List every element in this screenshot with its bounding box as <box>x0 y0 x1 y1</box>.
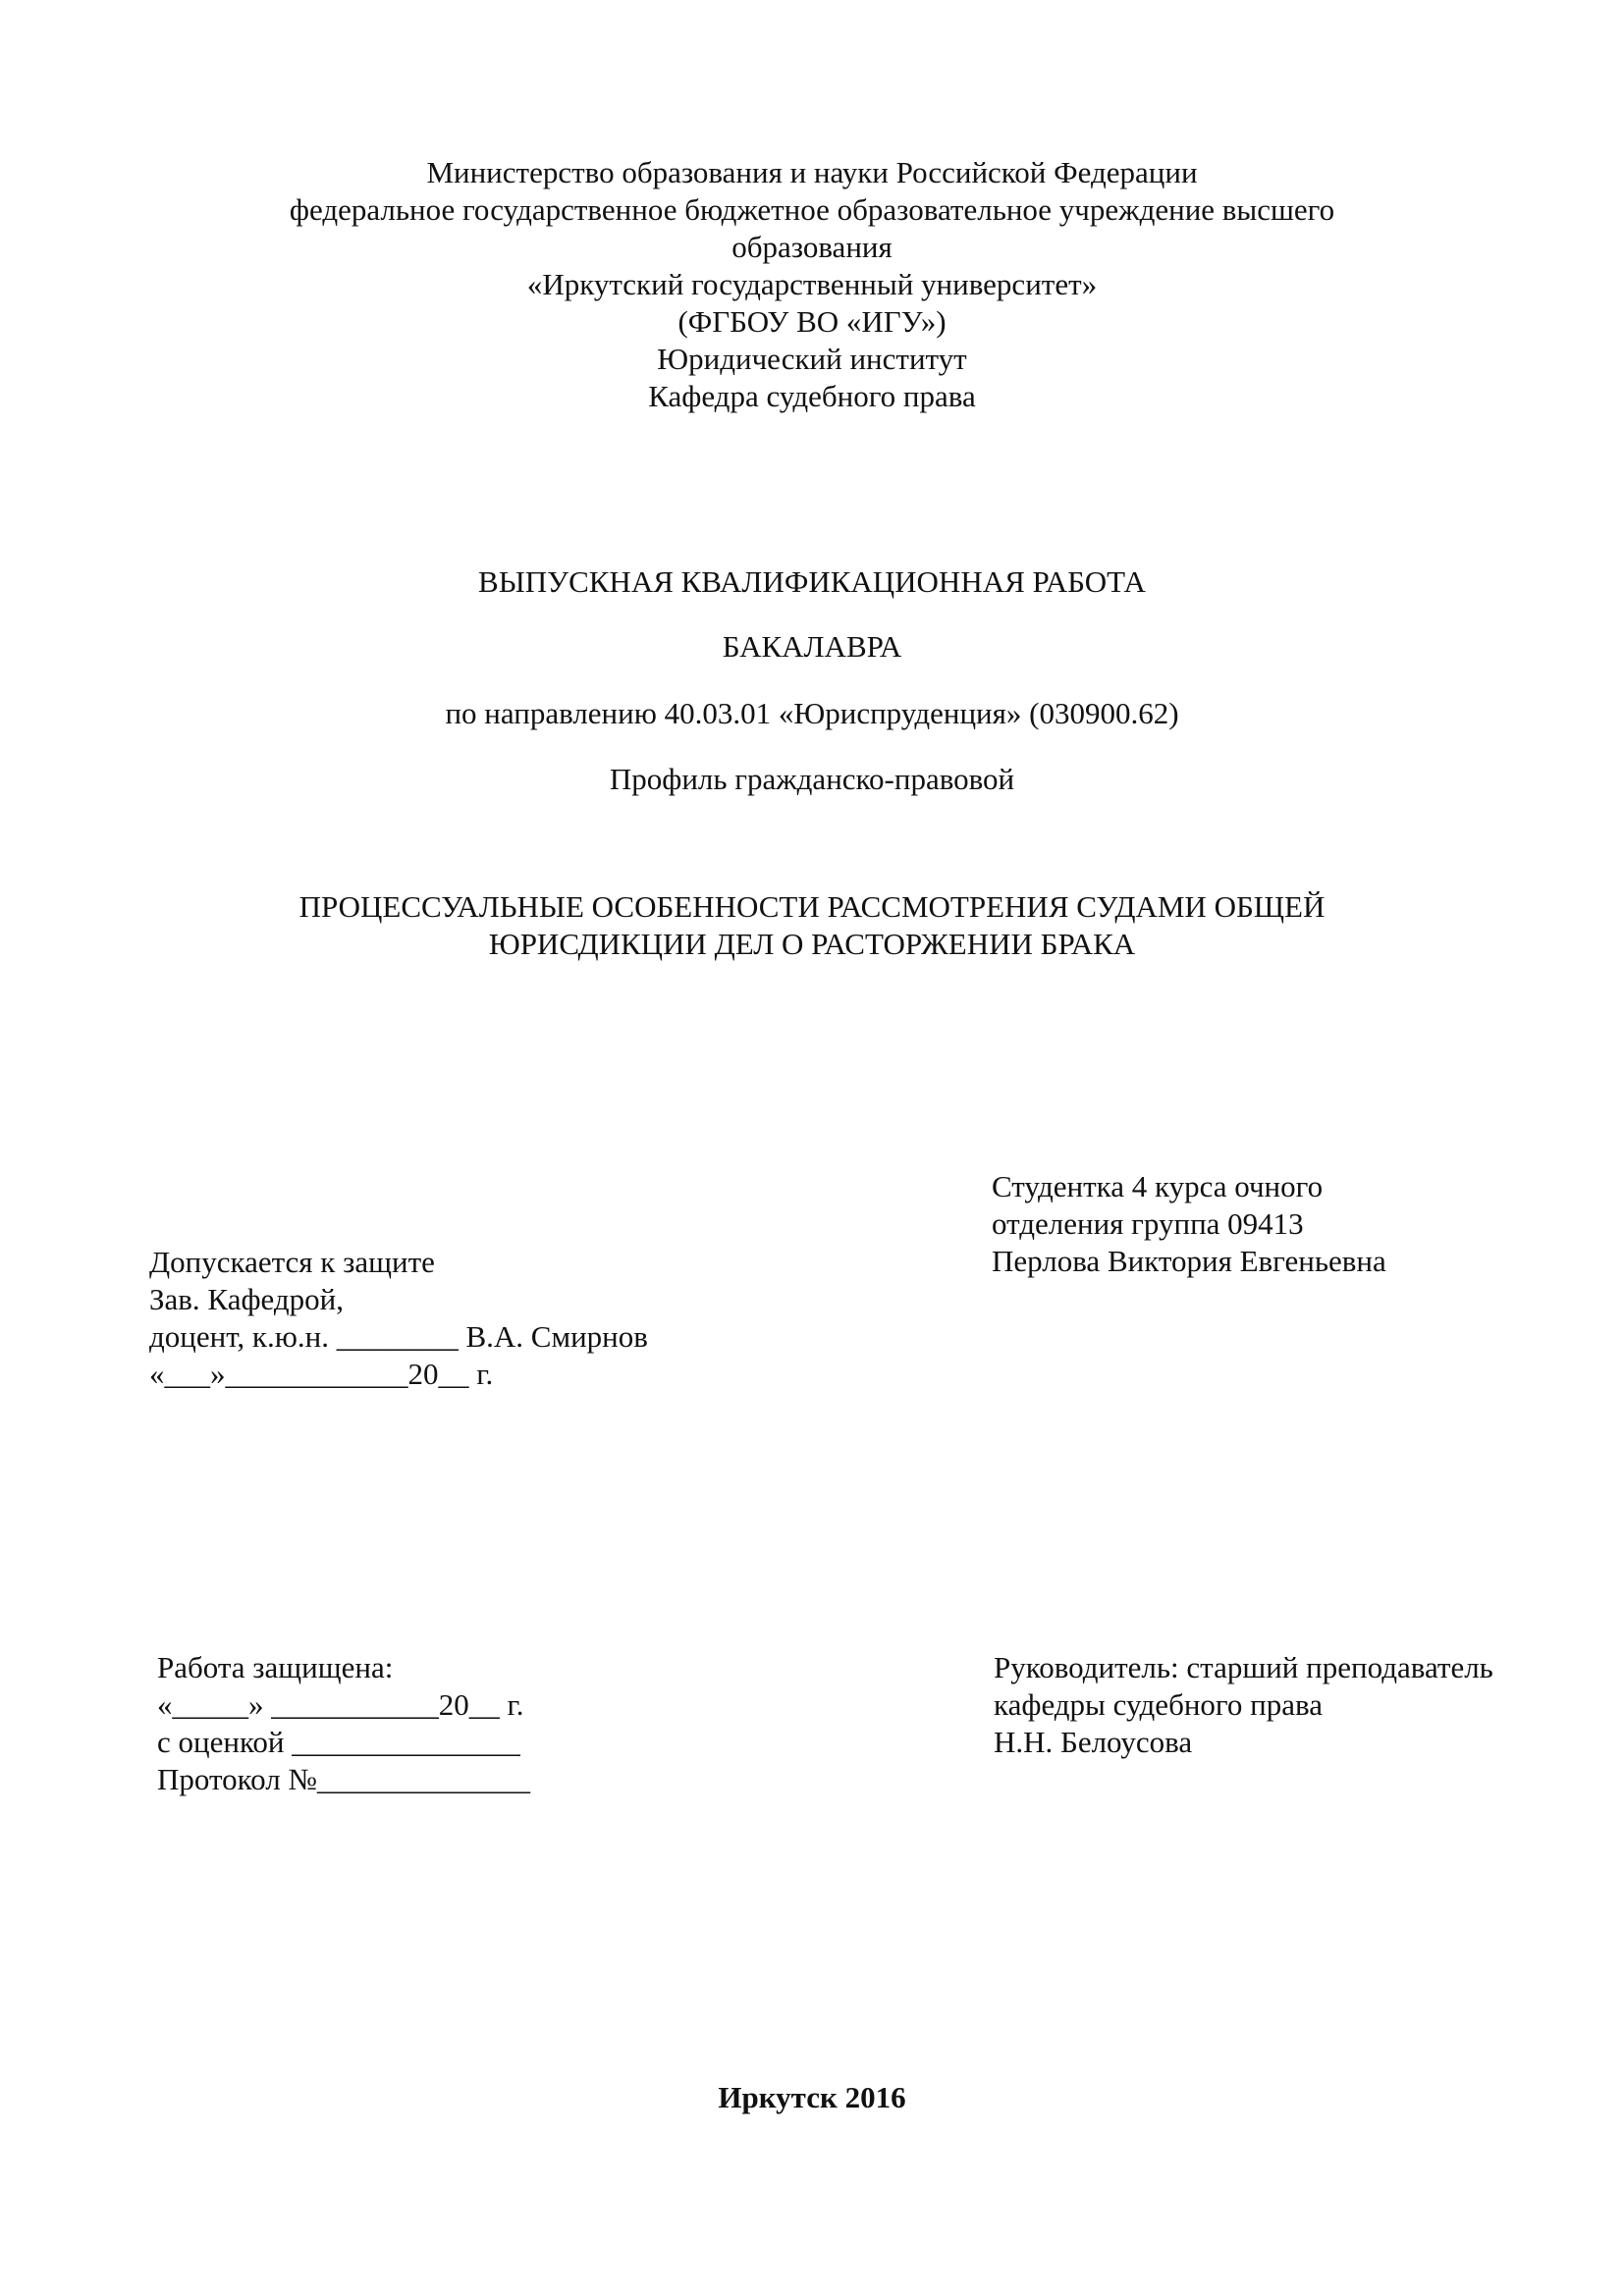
defense-label: Работа защищена: <box>157 1650 394 1684</box>
student-name: Перлова Виктория Евгеньевна <box>992 1244 1386 1278</box>
head-of-department-label: Зав. Кафедрой, <box>149 1282 345 1316</box>
supervisor-info <box>994 1649 1493 1761</box>
thesis-title-line-2: ЮРИСДИКЦИИ ДЕЛ О РАСТОРЖЕНИИ БРАКА <box>488 927 1136 961</box>
institution-type-line: федеральное государственное бюджетное образовательное учреждение высшего <box>289 192 1335 227</box>
supervisor-title: Руководитель: старший преподаватель <box>994 1650 1493 1684</box>
head-of-department-signature: доцент, к.ю.н. ________ В.А. Смирнов <box>149 1319 648 1354</box>
city-year: Иркутск 2016 <box>718 2080 906 2114</box>
student-course: Студентка 4 курса очного <box>992 1169 1324 1203</box>
degree: БАКАЛАВРА <box>722 629 902 664</box>
admission-label: Допускается к защите <box>149 1245 435 1279</box>
ministry-line: Министерство образования и науки Российской Федерации <box>426 155 1198 189</box>
thesis-title-line-1: ПРОЦЕССУАЛЬНЫЕ ОСОБЕННОСТИ РАССМОТРЕНИЯ СУДАМИ ОБЩЕЙ <box>298 889 1326 924</box>
supervisor-department: кафедры судебного права <box>994 1687 1323 1722</box>
department-name: Кафедра судебного права <box>648 379 976 413</box>
thesis-title <box>0 888 1624 963</box>
defense-date: «_____» ___________20__ г. <box>157 1687 524 1722</box>
institution-type-line-cont: образования <box>731 230 893 264</box>
study-direction: по направлению 40.03.01 «Юриспруденция» (030900.62) <box>445 696 1179 730</box>
admission-date: «___»____________20__ г. <box>149 1357 494 1391</box>
defense-protocol: Протокол №______________ <box>157 1762 530 1796</box>
study-profile: Профиль гражданско-правовой <box>609 762 1015 796</box>
student-info <box>992 1168 1386 1280</box>
institution-header <box>0 154 1624 415</box>
admission-info <box>149 1244 648 1393</box>
defense-grade: с оценкой _______________ <box>157 1725 520 1759</box>
university-abbr: (ФГБОУ ВО «ИГУ») <box>677 304 947 339</box>
defense-info <box>157 1649 530 1798</box>
student-group: отделения группа 09413 <box>992 1206 1304 1241</box>
university-name: «Иркутский государственный университет» <box>526 267 1098 301</box>
work-type: ВЫПУСКНАЯ КВАЛИФИКАЦИОННАЯ РАБОТА <box>478 564 1146 599</box>
supervisor-name: Н.Н. Белоусова <box>994 1725 1193 1759</box>
institute-name: Юридический институт <box>657 342 967 376</box>
